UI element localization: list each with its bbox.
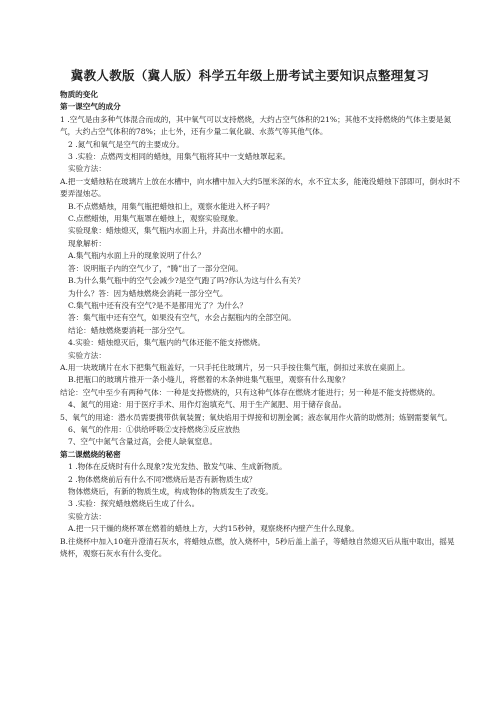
text-line: 物体燃烧后，有新的物质生成，构成物体的物质发生了改变。 — [68, 487, 274, 496]
text-line: 结论：蜡烛燃烧要消耗一部分空气。 — [68, 325, 190, 335]
text-line: B.为什么集气瓶中的空气会减少?是空气跑了吗?你认为这与什么有关？ — [68, 276, 305, 286]
text-line: 3 .实验：探究蜡烛燃烧后生成了什么。 — [68, 499, 200, 509]
document-body — [60, 89, 460, 560]
text-line: C.点燃蜡烛，用集气瓶罩在蜡烛上，观察实验现象。 — [68, 214, 244, 224]
text-line: C.集气瓶中还有没有空气?是不是都用光了？为什么？ — [68, 300, 248, 310]
section-heading: 第二课燃烧的秘密 — [60, 449, 121, 459]
text-line: 7、空气中氮气含量过高，会使人缺氧窒息。 — [68, 437, 218, 447]
text-line: 实验方法： — [68, 350, 106, 360]
text-line: 2 .物体燃烧前后有什么不同?燃烧后是否有新物质生成？ — [68, 474, 257, 484]
section-heading: 物质的变化 — [60, 90, 98, 99]
section-heading: 第一课空气的成分 — [60, 102, 121, 112]
text-line: B.不点燃蜡烛，用集气瓶把蜡烛扣上，观察水能进入杯子吗？ — [68, 201, 274, 211]
text-line: 6、氧气的作用：①供给呼吸②支持燃烧③反应放热 — [68, 424, 240, 434]
text-line: A.用一块玻璃片在水下把集气瓶盖好，一只手托住玻璃片，另一只手按住集气瓶，倒扣过来放在桌面上。 — [60, 362, 410, 372]
text-line: 答：说明瓶子内的空气少了，“腾”出了一部分空间。 — [68, 263, 243, 273]
text-line: B.把瓶口的玻璃片推开一条小缝儿，将燃着的木条伸进集气瓶里，观察有什么现象？ — [68, 375, 350, 385]
text-line: 5、氧气的用途：潜水员需要携带供氧装置；氧炔焰用于焊接和切割金属；液态氧用作火箭的助燃剂；炼钢需要氧气。 — [60, 412, 453, 422]
text-line: A.把一支蜡烛粘在玻璃片上放在水槽中，向水槽中加入大约5厘米深的水，水不宜太多，能淹没蜡烛下部即可，倒水时不要弄湿烛芯。 — [60, 176, 461, 199]
text-line: A.把一只干燥的烧杯罩在燃着的蜡烛上方，大约15秒钟，观察烧杯内壁产生什么现象。 — [68, 524, 359, 534]
text-line: 实验方法： — [68, 511, 106, 521]
text-line: B.往烧杯中加入10毫升澄清石灰水，将蜡烛点燃，放入烧杯中，5秒后盖上盖子，等蜡烛自然熄灭后从瓶中取出，摇晃烧杯，观察石灰水有什么变化。 — [60, 536, 455, 559]
text-line: 实验现象：蜡烛熄灭，集气瓶内水面上升，并高出水槽中的水面。 — [68, 226, 289, 236]
text-line: 3 .实验：点燃两支相同的蜡烛，用集气瓶将其中一支蜡烛罩起来。 — [68, 152, 291, 162]
text-line: 为什么？答：因为蜡烛燃烧会消耗一部分空气。 — [68, 288, 228, 298]
text-line: 1 .物体在反烧时有什么现象?发光发热、散发气味、生成新物质。 — [68, 462, 287, 472]
text-line: 2 .氮气和氧气是空气的主要成分。 — [68, 139, 184, 149]
text-line: 4.实验：蜡烛熄灭后，集气瓶内的气体还能不能支持燃烧。 — [68, 338, 266, 348]
text-line: 答：集气瓶中还有空气，如果没有空气，水会占据瓶内的全部空间。 — [68, 313, 296, 323]
text-line: 现象解析： — [68, 238, 106, 248]
text-line: 4、氮气的用途：用于医疗手术、用作灯泡填充气、用于生产氮肥、用于储存食品。 — [68, 400, 347, 410]
text-line: A.集气瓶内水面上升的现象说明了什么？ — [68, 251, 205, 261]
document-title: 冀教人教版（冀人版）科学五年级上册考试主要知识点整理复习 — [70, 68, 430, 83]
text-line: 1 .空气是由多种气体混合而成的，其中氧气可以支持燃烧，大约占空气体积的21%；其他不支持燃烧的气体主要是氮气，大约占空气体积的78%；止七外，还有少量二氧化碳、水蒸气等其他气体。 — [60, 114, 452, 137]
text-line: 结论：空气中至少有两种气体：一种是支持燃烧的，只有这种气体存在燃烧才能进行；另一种是不能支持燃烧的。 — [60, 387, 440, 397]
text-line: 实验方法： — [68, 164, 106, 174]
